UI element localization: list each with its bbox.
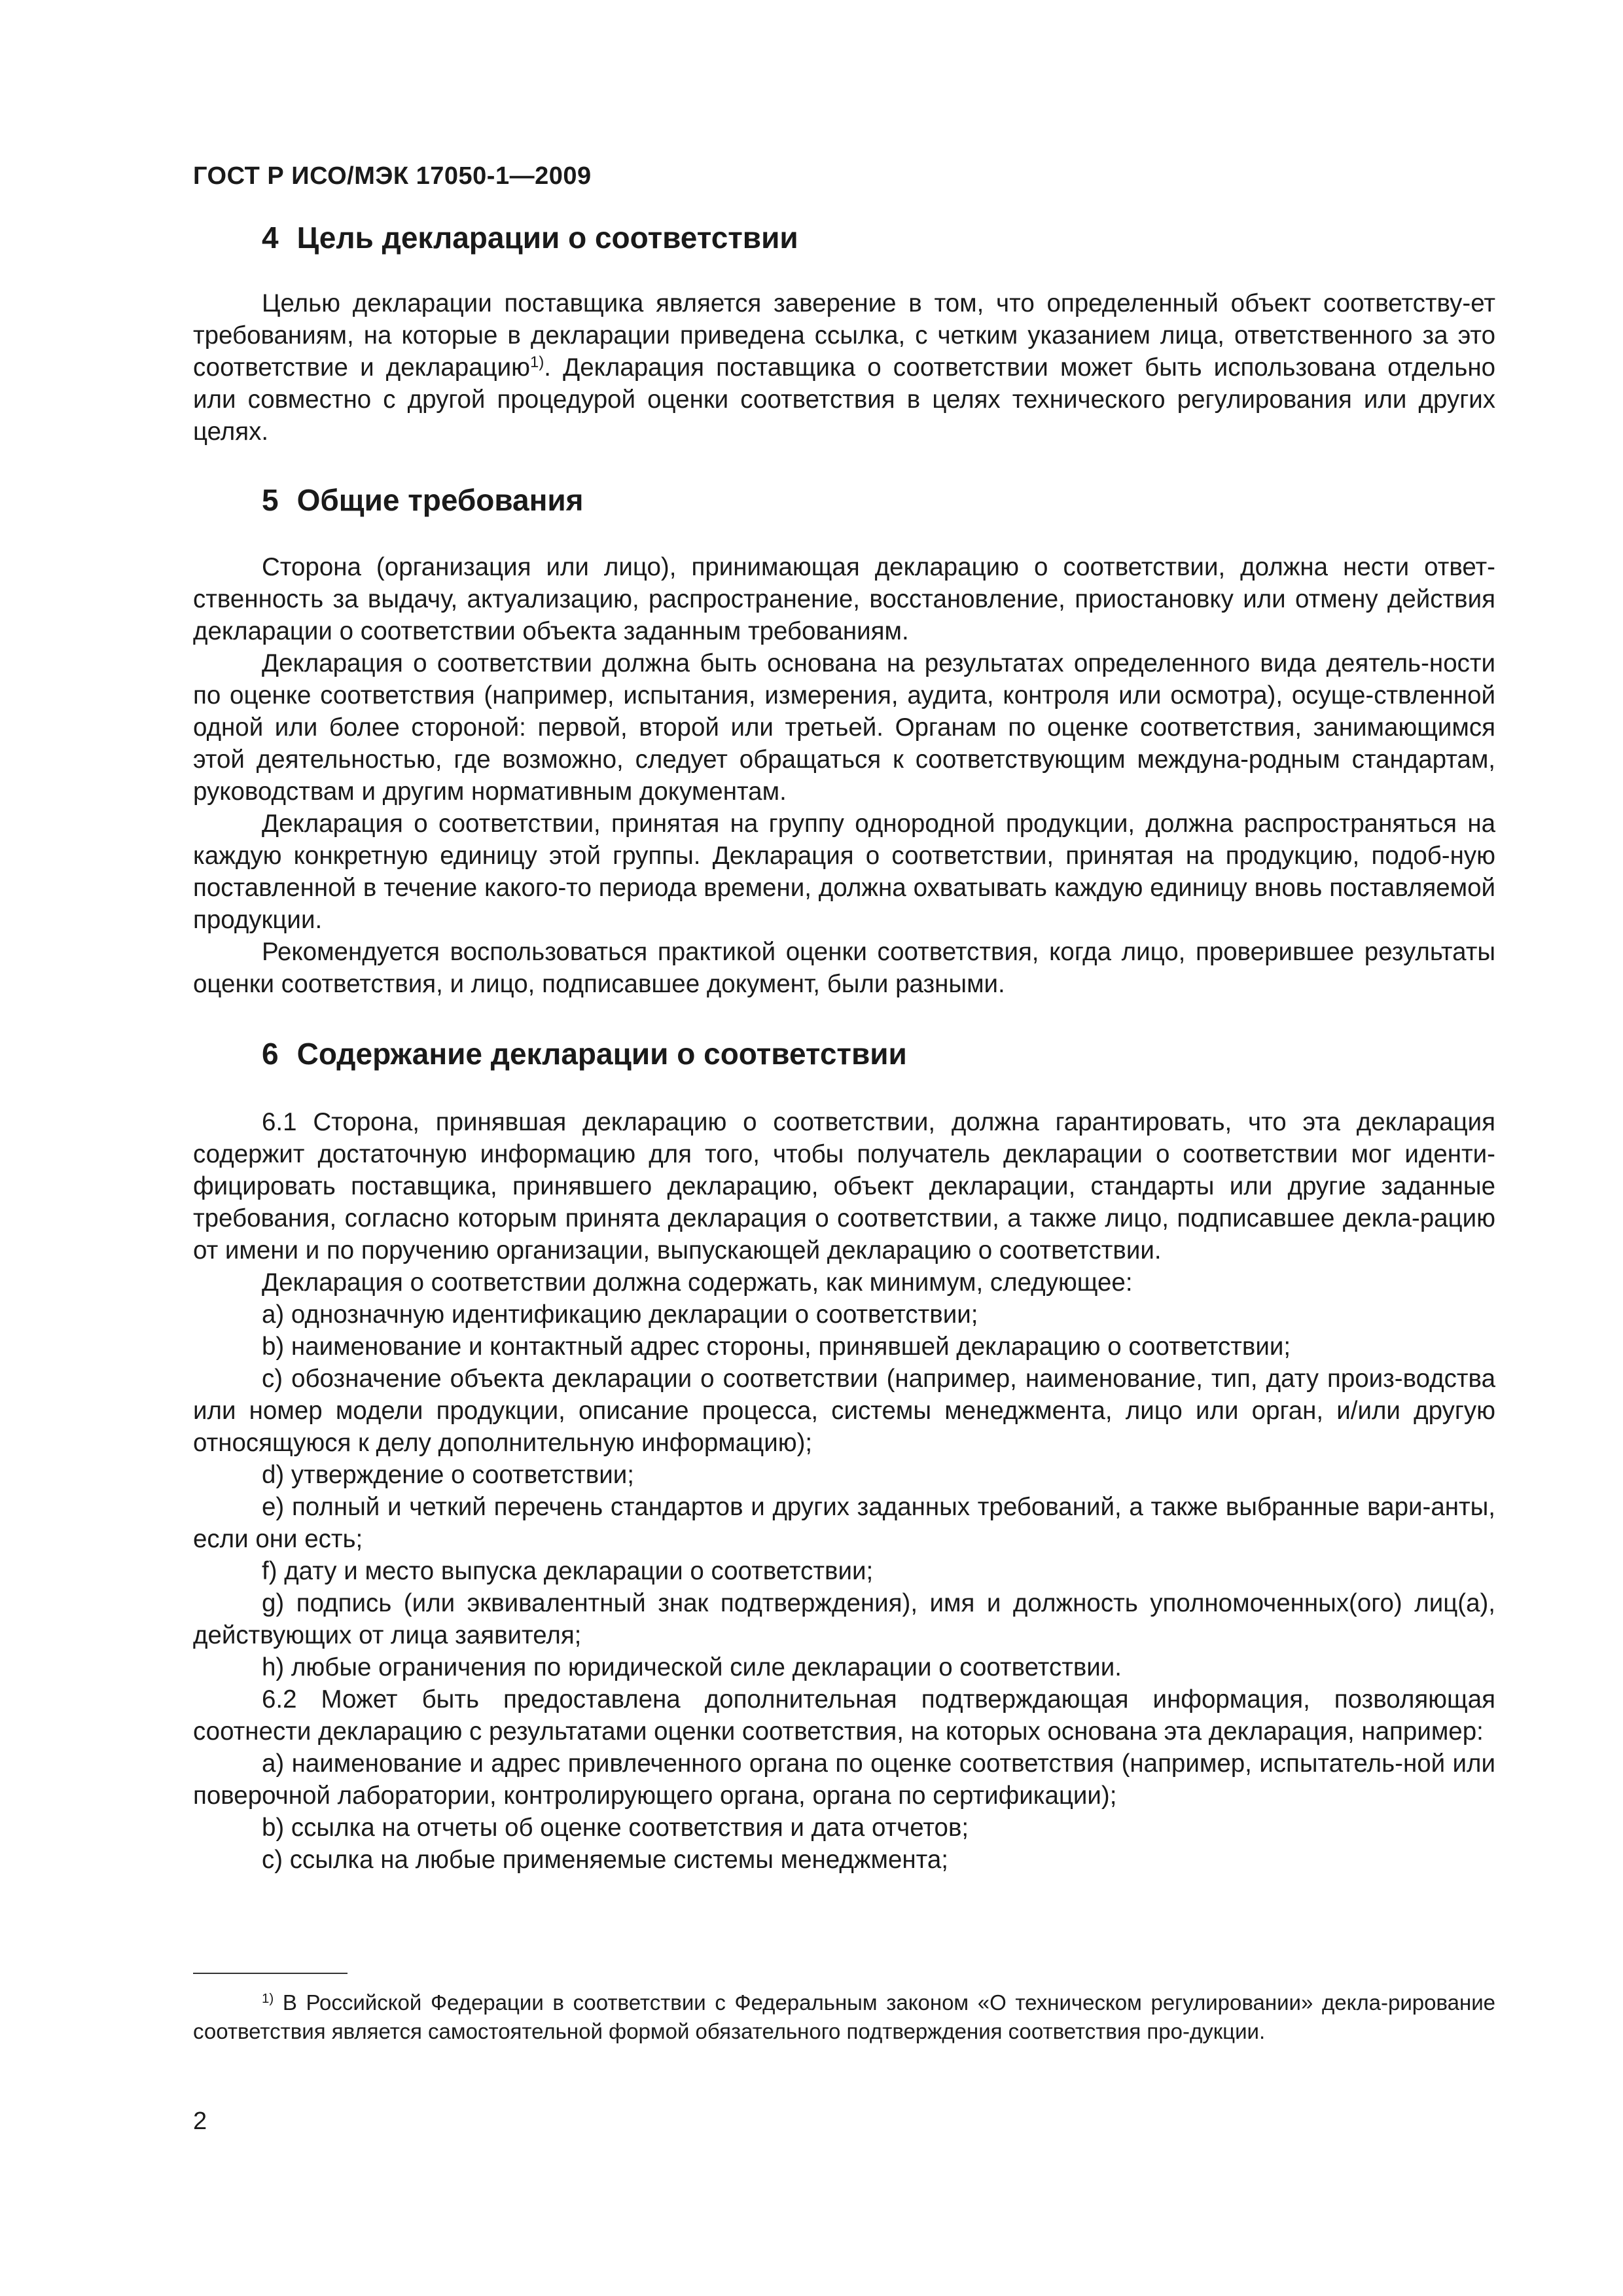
- section-number: 6: [262, 1037, 279, 1071]
- paragraph: Декларация о соответствии, принятая на группу однородной продукции, должна распространяться на каждую конкретную единицу этой группы. Декларация о соответствии, принятая на продукцию, подоб-ную поставленной в течение какого-то периода времени, должна охватывать каждую единицу вновь поставляемой продукции.: [193, 810, 1495, 934]
- section-title: Общие требования: [296, 483, 584, 517]
- list-item: g) подпись (или эквивалентный знак подтверждения), имя и должность уполномоченных(ого) лиц(а), действующих от лица заявителя;: [193, 1589, 1495, 1649]
- paragraph: Рекомендуется воспользоваться практикой оценки соответствия, когда лицо, проверившее результаты оценки соответствия, и лицо, подписавшее документ, были разными.: [193, 938, 1495, 998]
- list-item: e) полный и четкий перечень стандартов и других заданных требований, а также выбранные вари-анты, если они есть;: [193, 1493, 1495, 1553]
- section-4-paragraph: Целью декларации поставщика является заверение в том, что определенный объект соответству-ет требованиям, на которые в декларации приведена ссылка, с четким указанием лица, ответственного за это соответствие и декларацию$^{1)}$. Декларация поставщика о соответствии может быть использована отдельно или совместно с другой процедурой оценки соответствия в целях технического регулирования или других целях.: [193, 289, 1495, 446]
- list-item: h) любые ограничения по юридической силе декларации о соответствии.: [262, 1653, 1122, 1681]
- list-item: d) утверждение о соответствии;: [262, 1461, 634, 1489]
- list-item: c) обозначение объекта декларации о соответствии (например, наименование, тип, дату произ-водства или номер модели продукции, описание процесса, системы менеджмента, лицо или орган, и/или другую относящуюся к делу дополнительную информацию);: [193, 1365, 1495, 1457]
- list-item: c) ссылка на любые применяемые системы менеджмента;: [262, 1846, 948, 1874]
- section-6-body: [193, 1106, 1495, 1876]
- section-6-heading: [193, 1035, 1495, 1072]
- section-title: Содержание декларации о соответствии: [296, 1037, 907, 1071]
- list-item: a) однозначную идентификацию декларации о соответствии;: [262, 1300, 978, 1329]
- section-number: 4: [262, 221, 279, 255]
- section-5-body: [193, 551, 1495, 1000]
- paragraph: 6.2 Может быть предоставлена дополнительная подтверждающая информация, позволяющая соотнести декларацию с результатами оценки соответствия, на которых основана эта декларация, например:: [193, 1685, 1495, 1746]
- list-item: b) ссылка на отчеты об оценке соответствия и дата отчетов;: [262, 1814, 969, 1842]
- footnote-text: В Российской Федерации в соответствии с Федеральным законом «О техническом регулировании» декла-рирование соответствия является самостоятельной формой обязательного подтверждения соответствия про-дукции.: [193, 1990, 1495, 2043]
- page-number: 2: [193, 2108, 207, 2135]
- list-item: f) дату и место выпуска декларации о соответствии;: [262, 1557, 874, 1585]
- paragraph: Декларация о соответствии должна содержать, как минимум, следующее:: [262, 1268, 1133, 1297]
- list-item: b) наименование и контактный адрес стороны, принявшей декларацию о соответствии;: [262, 1333, 1291, 1361]
- section-4-heading: [193, 219, 1495, 256]
- list-item: a) наименование и адрес привлеченного органа по оценке соответствия (например, испытатель-ной или поверочной лаборатории, контролирующего органа, органа по сертификации);: [193, 1749, 1495, 1810]
- section-5-heading: [193, 482, 1495, 518]
- paragraph: Декларация о соответствии должна быть основана на результатах определенного вида деятель-ности по оценке соответствия (например, испытания, измерения, аудита, контроля или осмотра), осуще-ствленной одной или более стороной: первой, второй или третьей. Органам по оценке соответствия, занимающимся этой деятельностью, где возможно, следует обращаться к соответствующим междуна-родным стандартам, руководствам и другим нормативным документам.: [193, 649, 1495, 806]
- footnote: [193, 1988, 1495, 2046]
- running-header: ГОСТ Р ИСО/МЭК 17050-1—2009: [193, 162, 592, 190]
- paragraph: 6.1 Сторона, принявшая декларацию о соответствии, должна гарантировать, что эта декларация содержит достаточную информацию для того, чтобы получатель декларации о соответствии мог иденти-фицировать поставщика, принявшего декларацию, объект декларации, стандарты или другие заданные требования, согласно которым принята декларация о соответствии, а также лицо, подписавшее декла-рацию от имени и по поручению организации, выпускающей декларацию о соответствии.: [193, 1108, 1495, 1265]
- section-title: Цель декларации о соответствии: [296, 221, 798, 255]
- paragraph: Сторона (организация или лицо), принимающая декларацию о соответствии, должна нести ответ-ственность за выдачу, актуализацию, распространение, восстановление, приостановку или отмену действия декларации о соответствии объекта заданным требованиям.: [193, 553, 1495, 645]
- section-number: 5: [262, 483, 279, 517]
- footnote-marker: 1): [262, 1990, 274, 2006]
- footnote-ref: 1): [530, 353, 544, 371]
- main-content: [193, 219, 1495, 1876]
- footnote-divider: [193, 1973, 348, 1974]
